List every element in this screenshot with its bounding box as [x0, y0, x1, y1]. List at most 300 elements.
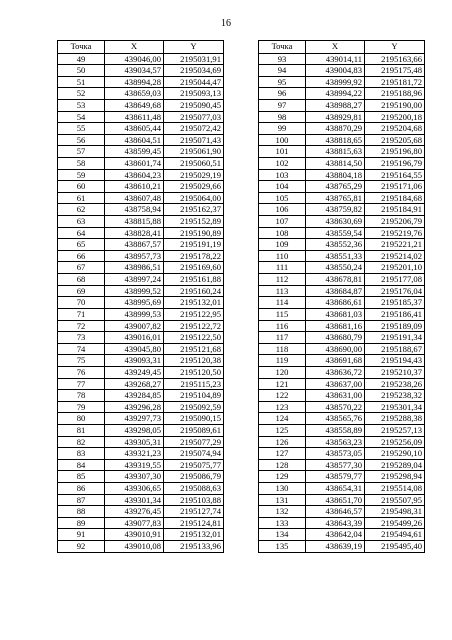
cell-x: 439305,31: [105, 436, 164, 448]
cell-x: 438601,74: [105, 157, 164, 169]
cell-y: 2195162,37: [164, 204, 224, 216]
cell-y: 2195169,60: [164, 262, 224, 274]
cell-y: 2195204,68: [365, 123, 425, 135]
cell-x: 439034,57: [105, 65, 164, 77]
cell-y: 2195171,06: [365, 181, 425, 193]
cell-point: 82: [58, 436, 105, 448]
cell-x: 439004,83: [306, 65, 365, 77]
cell-x: 438999,52: [105, 285, 164, 297]
table-row: [259, 506, 425, 518]
table-row: [58, 65, 224, 77]
cell-point: 87: [58, 494, 105, 506]
cell-x: 439276,45: [105, 506, 164, 518]
table-row: [58, 146, 224, 158]
cell-point: 66: [58, 250, 105, 262]
table-row: [58, 308, 224, 320]
cell-x: 438690,00: [306, 343, 365, 355]
table-row: [58, 76, 224, 88]
cell-y: 2195298,94: [365, 471, 425, 483]
cell-point: 122: [259, 390, 306, 402]
cell-x: 438680,79: [306, 332, 365, 344]
cell-point: 78: [58, 390, 105, 402]
cell-point: 86: [58, 483, 105, 495]
table-row: [259, 459, 425, 471]
cell-x: 438558,89: [306, 425, 365, 437]
cell-point: 92: [58, 541, 105, 553]
cell-point: 117: [259, 332, 306, 344]
cell-x: 438867,57: [105, 239, 164, 251]
table-row: [58, 111, 224, 123]
table-row: [58, 169, 224, 181]
cell-point: 95: [259, 76, 306, 88]
cell-point: 57: [58, 146, 105, 158]
cell-x: 439249,45: [105, 366, 164, 378]
cell-x: 438818,65: [306, 134, 365, 146]
table-row: [259, 134, 425, 146]
table-row: [259, 65, 425, 77]
cell-x: 438605,44: [105, 123, 164, 135]
cell-x: 438997,24: [105, 274, 164, 286]
cell-x: 438678,81: [306, 274, 365, 286]
cell-point: 61: [58, 192, 105, 204]
cell-x: 439321,23: [105, 448, 164, 460]
cell-y: 2195177,08: [365, 274, 425, 286]
cell-x: 438639,19: [306, 541, 365, 553]
table-row: [259, 320, 425, 332]
table-row: [259, 332, 425, 344]
cell-point: 127: [259, 448, 306, 460]
cell-x: 438957,73: [105, 250, 164, 262]
cell-x: 439284,85: [105, 390, 164, 402]
cell-point: 108: [259, 227, 306, 239]
cell-point: 135: [259, 541, 306, 553]
cell-point: 93: [259, 53, 306, 65]
table-row: [259, 297, 425, 309]
cell-y: 2195104,89: [164, 390, 224, 402]
cell-point: 81: [58, 425, 105, 437]
cell-y: 2195210,37: [365, 366, 425, 378]
cell-point: 99: [259, 123, 306, 135]
cell-point: 131: [259, 494, 306, 506]
cell-x: 438570,22: [306, 401, 365, 413]
cell-point: 101: [259, 146, 306, 158]
cell-y: 2195189,09: [365, 320, 425, 332]
cell-y: 2195185,37: [365, 297, 425, 309]
cell-y: 2195122,72: [164, 320, 224, 332]
cell-point: 125: [259, 425, 306, 437]
cell-x: 439045,80: [105, 343, 164, 355]
table-row: [259, 169, 425, 181]
cell-point: 56: [58, 134, 105, 146]
cell-x: 438599,45: [105, 146, 164, 158]
cell-x: 438651,70: [306, 494, 365, 506]
table-row: [58, 204, 224, 216]
cell-y: 2195034,69: [164, 65, 224, 77]
cell-point: 126: [259, 436, 306, 448]
cell-x: 438994,22: [306, 88, 365, 100]
table-row: [259, 274, 425, 286]
cell-x: 438686,61: [306, 297, 365, 309]
table-row: [259, 483, 425, 495]
table-row: [58, 390, 224, 402]
table-row: [58, 181, 224, 193]
cell-y: 2195090,15: [164, 413, 224, 425]
cell-x: 439016,01: [105, 332, 164, 344]
table-row: [259, 517, 425, 529]
cell-y: 2195160,24: [164, 285, 224, 297]
table-row: [259, 541, 425, 553]
table-row: [58, 216, 224, 228]
cell-x: 438604,23: [105, 169, 164, 181]
cell-y: 2195499,26: [365, 517, 425, 529]
cell-y: 2195122,95: [164, 308, 224, 320]
cell-y: 2195219,76: [365, 227, 425, 239]
cell-y: 2195507,95: [365, 494, 425, 506]
cell-x: 439014,11: [306, 53, 365, 65]
cell-point: 110: [259, 250, 306, 262]
table-row: [259, 425, 425, 437]
cell-y: 2195132,01: [164, 529, 224, 541]
table-row: [259, 366, 425, 378]
cell-point: 103: [259, 169, 306, 181]
cell-y: 2195200,18: [365, 111, 425, 123]
cell-x: 438643,39: [306, 517, 365, 529]
cell-x: 438646,57: [306, 506, 365, 518]
table-row: [58, 494, 224, 506]
cell-x: 438551,33: [306, 250, 365, 262]
table-row: [58, 297, 224, 309]
cell-point: 68: [58, 274, 105, 286]
cell-x: 438815,88: [105, 216, 164, 228]
cell-x: 438565,76: [306, 413, 365, 425]
cell-point: 121: [259, 378, 306, 390]
cell-point: 98: [259, 111, 306, 123]
cell-x: 438649,68: [105, 99, 164, 111]
column-header-x: X: [105, 41, 164, 54]
table-row: [58, 401, 224, 413]
cell-y: 2195206,79: [365, 216, 425, 228]
cell-x: 439307,30: [105, 471, 164, 483]
cell-x: 438637,00: [306, 378, 365, 390]
cell-y: 2195176,04: [365, 285, 425, 297]
cell-x: 438642,04: [306, 529, 365, 541]
table-row: [58, 239, 224, 251]
table-row: [58, 274, 224, 286]
cell-y: 2195495,40: [365, 541, 425, 553]
column-header-x: X: [306, 41, 365, 54]
cell-point: 50: [58, 65, 105, 77]
page-number: 16: [221, 18, 231, 29]
cell-y: 2195103,88: [164, 494, 224, 506]
table-row: [58, 541, 224, 553]
cell-y: 2195190,00: [365, 99, 425, 111]
cell-x: 438994,28: [105, 76, 164, 88]
cell-x: 438765,29: [306, 181, 365, 193]
table-row: [58, 343, 224, 355]
cell-point: 114: [259, 297, 306, 309]
cell-point: 59: [58, 169, 105, 181]
table-row: [259, 390, 425, 402]
cell-point: 104: [259, 181, 306, 193]
table-row: [58, 332, 224, 344]
cell-point: 115: [259, 308, 306, 320]
cell-y: 2195029,19: [164, 169, 224, 181]
table-row: [58, 436, 224, 448]
cell-x: 439093,31: [105, 355, 164, 367]
table-row: [259, 413, 425, 425]
cell-point: 52: [58, 88, 105, 100]
cell-y: 2195214,02: [365, 250, 425, 262]
cell-x: 438563,23: [306, 436, 365, 448]
cell-y: 2195029,66: [164, 181, 224, 193]
cell-y: 2195289,04: [365, 459, 425, 471]
cell-point: 69: [58, 285, 105, 297]
cell-x: 438611,48: [105, 111, 164, 123]
cell-x: 438559,54: [306, 227, 365, 239]
table-row: [58, 529, 224, 541]
cell-point: 58: [58, 157, 105, 169]
table-row: [259, 401, 425, 413]
table-row: [259, 99, 425, 111]
cell-x: 438604,51: [105, 134, 164, 146]
cell-y: 2195238,26: [365, 378, 425, 390]
cell-point: 74: [58, 343, 105, 355]
cell-x: 438758,94: [105, 204, 164, 216]
cell-x: 439306,65: [105, 483, 164, 495]
cell-point: 109: [259, 239, 306, 251]
cell-y: 2195514,08: [365, 483, 425, 495]
cell-y: 2195290,10: [365, 448, 425, 460]
cell-x: 439298,05: [105, 425, 164, 437]
table-row: [259, 146, 425, 158]
cell-y: 2195181,72: [365, 76, 425, 88]
cell-y: 2195164,55: [365, 169, 425, 181]
table-row: [58, 506, 224, 518]
table-header-row: [259, 41, 425, 54]
cell-x: 438929,81: [306, 111, 365, 123]
cell-x: 439010,08: [105, 541, 164, 553]
cell-point: 102: [259, 157, 306, 169]
table-row: [259, 448, 425, 460]
table-row: [58, 355, 224, 367]
cell-x: 439296,28: [105, 401, 164, 413]
table-row: [259, 192, 425, 204]
cell-point: 51: [58, 76, 105, 88]
cell-y: 2195121,68: [164, 343, 224, 355]
table-row: [259, 355, 425, 367]
cell-point: 71: [58, 308, 105, 320]
cell-y: 2195238,32: [365, 390, 425, 402]
cell-x: 438573,05: [306, 448, 365, 460]
cell-y: 2195301,34: [365, 401, 425, 413]
cell-x: 438607,48: [105, 192, 164, 204]
table-row: [259, 494, 425, 506]
cell-point: 89: [58, 517, 105, 529]
cell-x: 438550,24: [306, 262, 365, 274]
cell-point: 106: [259, 204, 306, 216]
table-row: [58, 425, 224, 437]
table-row: [58, 413, 224, 425]
cell-y: 2195086,79: [164, 471, 224, 483]
cell-y: 2195163,66: [365, 53, 425, 65]
cell-x: 438577,30: [306, 459, 365, 471]
cell-y: 2195191,19: [164, 239, 224, 251]
table-row: [58, 123, 224, 135]
cell-x: 438986,51: [105, 262, 164, 274]
cell-point: 132: [259, 506, 306, 518]
table-row: [259, 471, 425, 483]
cell-y: 2195498,31: [365, 506, 425, 518]
table-row: [58, 134, 224, 146]
cell-x: 439319,55: [105, 459, 164, 471]
column-header-point: Точка: [58, 41, 105, 54]
cell-point: 67: [58, 262, 105, 274]
table-row: [58, 483, 224, 495]
cell-point: 116: [259, 320, 306, 332]
cell-y: 2195190,89: [164, 227, 224, 239]
cell-y: 2195089,61: [164, 425, 224, 437]
cell-point: 76: [58, 366, 105, 378]
cell-y: 2195494,61: [365, 529, 425, 541]
cell-point: 53: [58, 99, 105, 111]
cell-y: 2195120,50: [164, 366, 224, 378]
cell-point: 119: [259, 355, 306, 367]
cell-y: 2195074,94: [164, 448, 224, 460]
cell-y: 2195188,67: [365, 343, 425, 355]
table-row: [259, 88, 425, 100]
cell-point: 118: [259, 343, 306, 355]
cell-point: 91: [58, 529, 105, 541]
cell-x: 439007,82: [105, 320, 164, 332]
cell-y: 2195072,42: [164, 123, 224, 135]
table-row: [259, 227, 425, 239]
cell-point: 123: [259, 401, 306, 413]
cell-x: 438631,00: [306, 390, 365, 402]
cell-y: 2195288,38: [365, 413, 425, 425]
cell-y: 2195120,38: [164, 355, 224, 367]
cell-x: 438988,27: [306, 99, 365, 111]
cell-x: 438681,03: [306, 308, 365, 320]
cell-x: 438610,21: [105, 181, 164, 193]
cell-point: 112: [259, 274, 306, 286]
cell-x: 438828,41: [105, 227, 164, 239]
cell-y: 2195060,51: [164, 157, 224, 169]
table-row: [259, 250, 425, 262]
cell-y: 2195127,74: [164, 506, 224, 518]
cell-point: 79: [58, 401, 105, 413]
cell-point: 73: [58, 332, 105, 344]
column-header-point: Точка: [259, 41, 306, 54]
table-row: [259, 204, 425, 216]
table-row: [58, 517, 224, 529]
cell-point: 128: [259, 459, 306, 471]
cell-x: 439046,00: [105, 53, 164, 65]
cell-y: 2195191,34: [365, 332, 425, 344]
table-row: [58, 53, 224, 65]
cell-point: 113: [259, 285, 306, 297]
table-row: [259, 285, 425, 297]
cell-x: 438684,87: [306, 285, 365, 297]
cell-x: 439297,73: [105, 413, 164, 425]
table-row: [259, 262, 425, 274]
cell-y: 2195075,77: [164, 459, 224, 471]
cell-y: 2195196,80: [365, 146, 425, 158]
cell-point: 72: [58, 320, 105, 332]
table-row: [259, 308, 425, 320]
table-row: [58, 471, 224, 483]
cell-y: 2195092,59: [164, 401, 224, 413]
table-row: [259, 436, 425, 448]
cell-y: 2195088,63: [164, 483, 224, 495]
column-header-y: Y: [164, 41, 224, 54]
cell-x: 438659,03: [105, 88, 164, 100]
cell-y: 2195194,43: [365, 355, 425, 367]
cell-point: 75: [58, 355, 105, 367]
cell-y: 2195186,41: [365, 308, 425, 320]
cell-point: 88: [58, 506, 105, 518]
cell-point: 129: [259, 471, 306, 483]
table-row: [259, 239, 425, 251]
table-row: [58, 99, 224, 111]
table-row: [58, 192, 224, 204]
cell-y: 2195077,29: [164, 436, 224, 448]
cell-y: 2195152,89: [164, 216, 224, 228]
cell-y: 2195061,90: [164, 146, 224, 158]
cell-x: 438999,53: [105, 308, 164, 320]
cell-y: 2195115,23: [164, 378, 224, 390]
table-row: [58, 459, 224, 471]
cell-x: 438804,18: [306, 169, 365, 181]
cell-x: 439301,34: [105, 494, 164, 506]
table-row: [259, 378, 425, 390]
cell-x: 439010,91: [105, 529, 164, 541]
cell-point: 49: [58, 53, 105, 65]
cell-y: 2195175,48: [365, 65, 425, 77]
cell-y: 2195071,43: [164, 134, 224, 146]
cell-point: 96: [259, 88, 306, 100]
cell-y: 2195221,21: [365, 239, 425, 251]
cell-point: 134: [259, 529, 306, 541]
column-header-y: Y: [365, 41, 425, 54]
cell-x: 438870,29: [306, 123, 365, 135]
cell-point: 62: [58, 204, 105, 216]
cell-point: 80: [58, 413, 105, 425]
cell-y: 2195188,96: [365, 88, 425, 100]
cell-x: 438636,72: [306, 366, 365, 378]
cell-y: 2195124,81: [164, 517, 224, 529]
cell-x: 438691,68: [306, 355, 365, 367]
cell-x: 439077,83: [105, 517, 164, 529]
cell-point: 105: [259, 192, 306, 204]
cell-y: 2195077,03: [164, 111, 224, 123]
table-row: [259, 343, 425, 355]
table-row: [259, 181, 425, 193]
cell-y: 2195184,68: [365, 192, 425, 204]
table-row: [259, 157, 425, 169]
table-row: [58, 285, 224, 297]
cell-point: 97: [259, 99, 306, 111]
cell-y: 2195044,47: [164, 76, 224, 88]
cell-point: 85: [58, 471, 105, 483]
cell-point: 77: [58, 378, 105, 390]
cell-point: 100: [259, 134, 306, 146]
table-row: [58, 378, 224, 390]
cell-point: 63: [58, 216, 105, 228]
cell-y: 2195256,09: [365, 436, 425, 448]
table-row: [58, 448, 224, 460]
cell-point: 94: [259, 65, 306, 77]
cell-x: 438995,69: [105, 297, 164, 309]
